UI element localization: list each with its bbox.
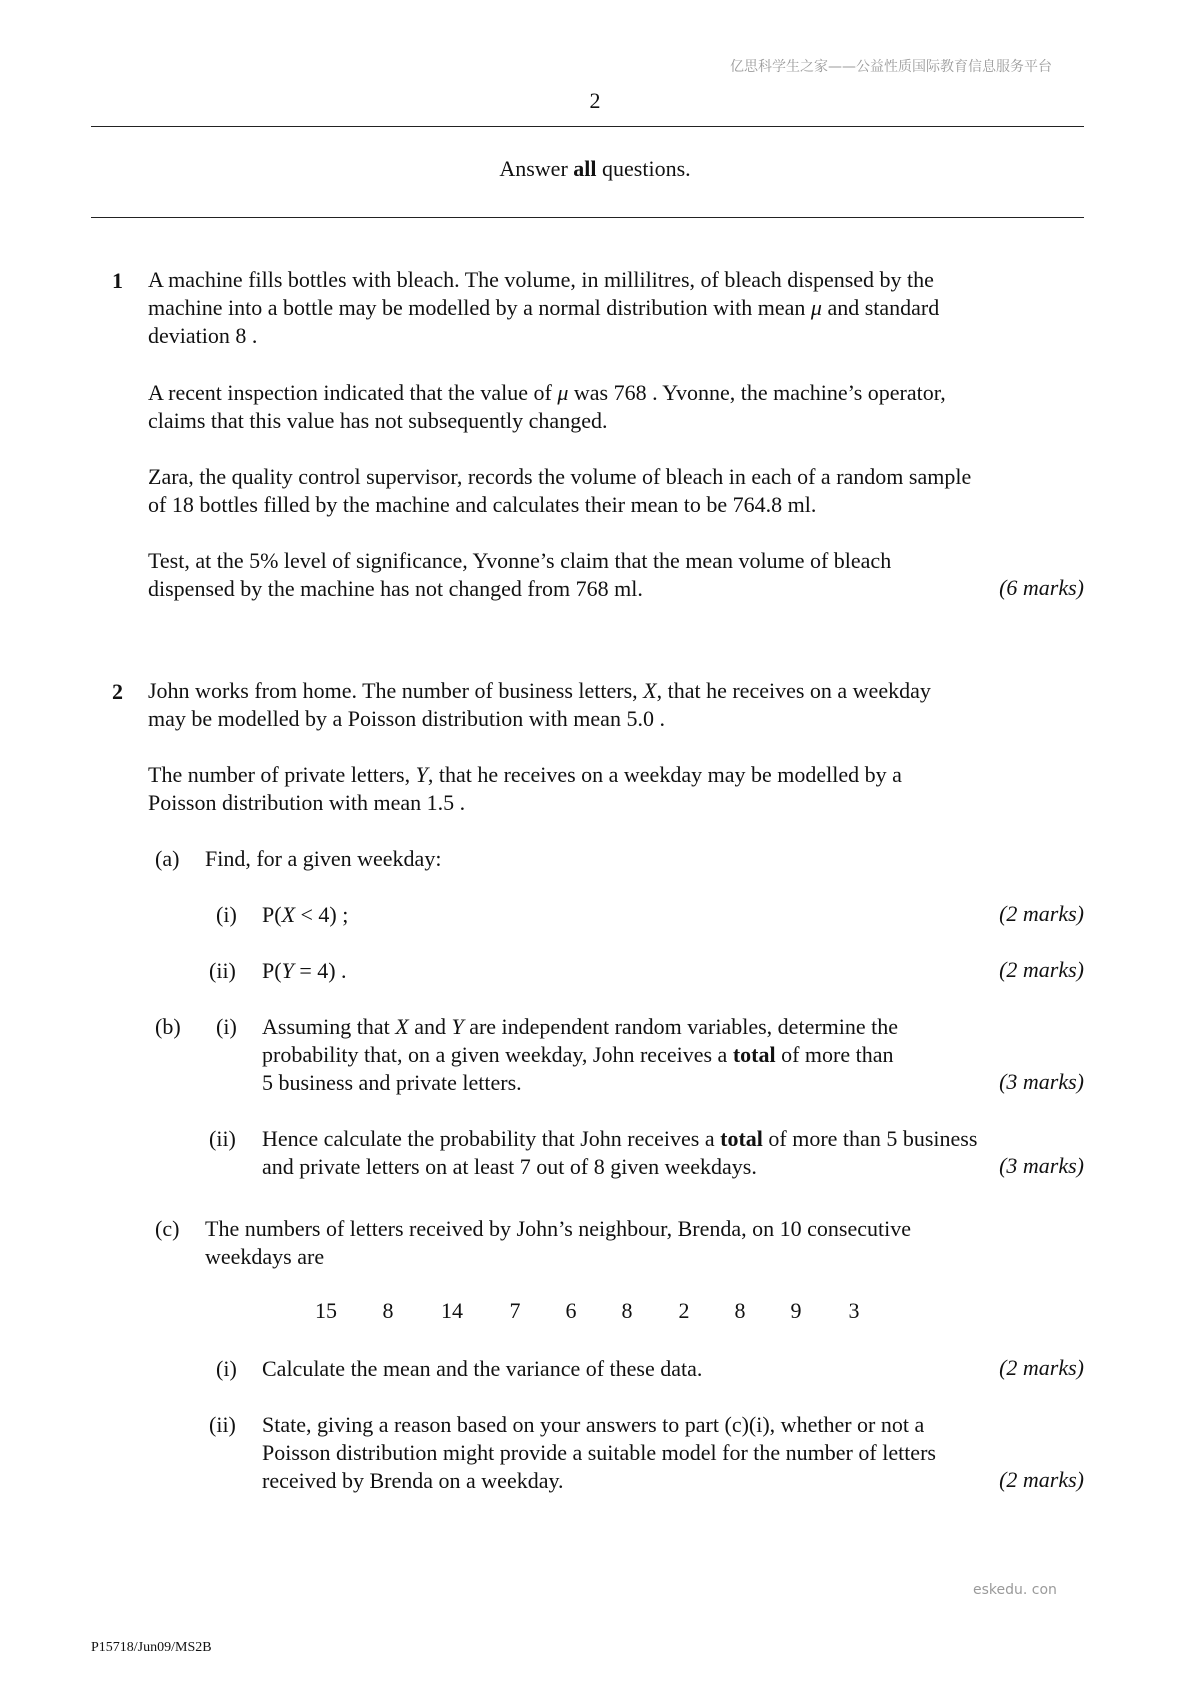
q1-p1 [148,266,939,350]
q2b-ii-bold-total: total [720,1126,763,1151]
q2a-ii-post: = 4) . [293,958,347,983]
top-rule [91,126,1084,127]
q2a-i-marks: (2 marks) [999,901,1084,926]
q2b-i-line1c: are independent random variables, determine the [463,1014,899,1039]
q2a-ii-text [262,957,347,985]
q2a-i-label: (i) [216,902,237,927]
q2c-line1: The numbers of letters received by John’s neighbour, Brenda, on 10 consecutive [205,1216,911,1241]
q1-p4-line2: dispensed by the machine has not changed from 768 ml. [148,576,643,601]
data-value: 9 [790,1298,802,1323]
var-x: X [395,1014,409,1039]
q1-p2-line2: claims that this value has not subsequently changed. [148,408,608,433]
watermark-bottom: eskedu. con [973,1582,1057,1598]
q1-p1-line1: A machine fills bottles with bleach. The volume, in millilitres, of bleach dispensed by the [148,267,934,292]
data-value: 7 [509,1298,521,1323]
q1-p4-line1: Test, at the 5% level of significance, Yvonne’s claim that the mean volume of bleach [148,548,892,573]
q2b-i-label: (i) [216,1014,237,1039]
q1-p2 [148,379,946,435]
q2-p1-line1b: , that he receives on a weekday [656,678,931,703]
q2b-i-line2b: of more than [775,1042,894,1067]
data-value: 3 [848,1298,860,1323]
var-y: Y [451,1014,464,1039]
q1-marks: (6 marks) [999,575,1084,600]
q1-p3 [148,463,971,519]
q2a-i-pre: P( [262,902,282,927]
data-value: 8 [734,1298,746,1323]
q2a-ii-pre: P( [262,958,282,983]
q1-p2-line1 [148,379,946,407]
instruction-pre: Answer [499,156,574,181]
q1-p1-line3: deviation 8 . [148,323,258,348]
q2c-ii-line1: State, giving a reason based on your answers to part (c)(i), whether or not a [262,1412,925,1437]
data-value: 15 [315,1298,337,1323]
instruction [0,156,1190,182]
q1-p3-line1: Zara, the quality control supervisor, records the volume of bleach in each of a random sample [148,464,972,489]
var-y: Y [281,958,294,983]
q2b-i-bold-total: total [732,1042,776,1067]
q2b-ii-text [262,1125,977,1181]
q2c-ii-line3: received by Brenda on a weekday. [262,1468,564,1493]
q2-p2-line1b: , that he receives on a weekday may be modelled by a [427,762,902,787]
q2b-ii-line1b: of more than 5 business [762,1126,978,1151]
q1-p3-line2: of 18 bottles filled by the machine and calculates their mean to be 764.8 ml. [148,492,817,517]
data-value: 8 [621,1298,633,1323]
var-y: Y [415,762,428,787]
watermark-top: 亿思科学生之家——公益性质国际教育信息服务平台 [730,59,1052,75]
footer-code: P15718/Jun09/MS2B [91,1640,212,1655]
q2b-ii-label: (ii) [209,1126,236,1151]
q2b-label: (b) [155,1014,181,1039]
q2-p1-line1a: John works from home. The number of business letters, [148,678,644,703]
q2-p2 [148,761,902,817]
q2b-i-line1 [262,1013,898,1041]
mu-symbol: μ [810,295,822,320]
q2c-i-label: (i) [216,1356,237,1381]
q2a-ii-label: (ii) [209,958,236,983]
var-x: X [643,678,657,703]
brenda-data-row [0,1297,1190,1327]
q2c-label: (c) [155,1216,180,1241]
q2b-i-line3: 5 business and private letters. [262,1070,522,1095]
q2b-ii-line2: and private letters on at least 7 out of 8 given weekdays. [262,1154,757,1179]
q2a-i-post: < 4) ; [295,902,349,927]
q2b-i-line1a: Assuming that [262,1014,396,1039]
data-value: 2 [678,1298,690,1323]
q1-p4 [148,547,891,603]
q2c-ii-marks: (2 marks) [999,1467,1084,1492]
data-value: 6 [565,1298,577,1323]
q1-p1-line2a: machine into a bottle may be modelled by a normal distribution with mean [148,295,811,320]
q2b-i-text [262,1013,898,1097]
instruction-rule [91,217,1084,218]
q2-p2-line2: Poisson distribution with mean 1.5 . [148,790,466,815]
q2c-text [205,1215,911,1271]
instruction-post: questions. [596,156,691,181]
q2-p2-line1 [148,761,902,789]
data-value: 8 [382,1298,394,1323]
q2-p1-line1 [148,677,931,705]
q2a-label: (a) [155,846,180,871]
q1-p1-line2b: and standard [821,295,940,320]
q2c-i-marks: (2 marks) [999,1355,1084,1380]
q2c-ii-text [262,1411,936,1495]
q2b-i-line2 [262,1041,898,1069]
q2-p1 [148,677,931,733]
q2-number: 2 [112,679,123,704]
q2c-ii-line2: Poisson distribution might provide a suitable model for the number of letters [262,1440,936,1465]
q1-p1-line2 [148,294,939,322]
q2b-i-line2a: probability that, on a given weekday, John receives a [262,1042,733,1067]
var-x: X [281,902,296,927]
q1-p2-line1b: was 768 . Yvonne, the machine’s operator, [568,380,946,405]
q2c-ii-label: (ii) [209,1412,236,1437]
q2b-i-marks: (3 marks) [999,1069,1084,1094]
q2a-ii-marks: (2 marks) [999,957,1084,982]
q2a-text: Find, for a given weekday: [205,846,442,871]
mu-symbol: μ [557,380,569,405]
q2-p2-line1a: The number of private letters, [148,762,416,787]
q2b-i-line1b: and [408,1014,452,1039]
q2a-i-text [262,901,348,929]
instruction-bold: all [573,156,597,181]
data-value: 14 [441,1298,463,1323]
q1-p2-line1a: A recent inspection indicated that the value of [148,380,558,405]
q2c-i-text: Calculate the mean and the variance of these data. [262,1356,703,1381]
page-number: 2 [589,88,601,113]
q2-p1-line2: may be modelled by a Poisson distribution with mean 5.0 . [148,706,665,731]
q2b-ii-line1 [262,1125,977,1153]
q2b-ii-marks: (3 marks) [999,1153,1084,1178]
q1-number: 1 [112,268,123,293]
q2c-line2: weekdays are [205,1244,325,1269]
q2b-ii-line1a: Hence calculate the probability that John receives a [262,1126,721,1151]
